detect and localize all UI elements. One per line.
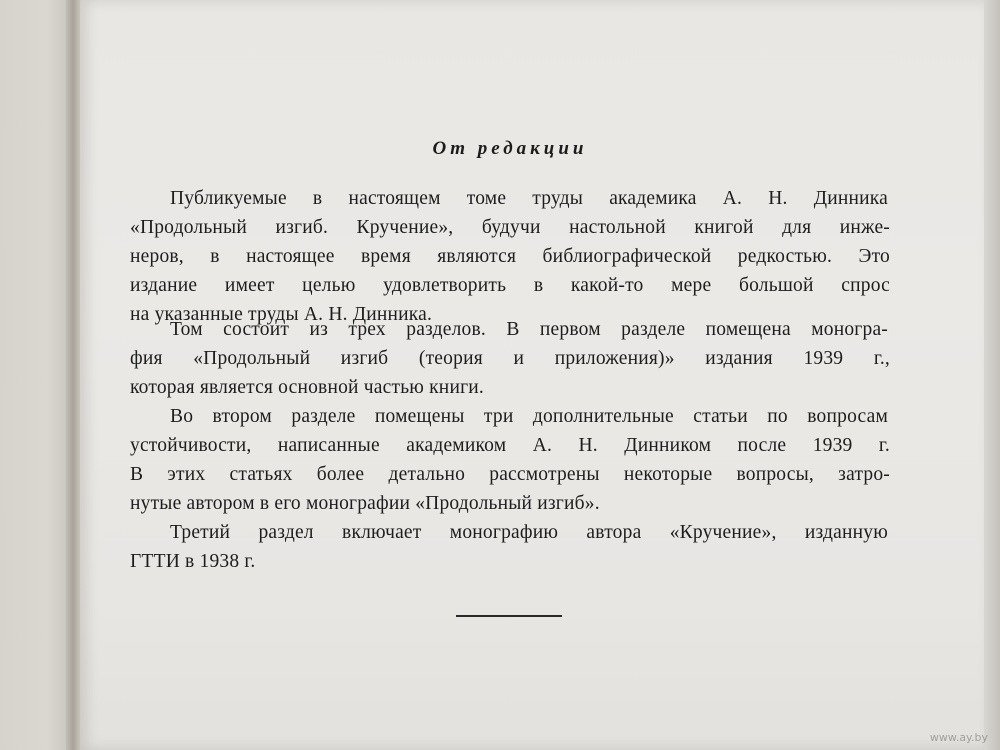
text-line: на указанные труды А. Н. Динника.	[130, 304, 433, 325]
book-page	[80, 0, 985, 750]
section-rule	[456, 615, 562, 617]
text-line: Третий раздел включает монографию автора «Кручение», изданную	[170, 522, 888, 543]
text-line: издание имеет целью удовлетворить в какой-то мере большой спрос	[130, 275, 890, 296]
text-line: неров, в настоящее время являются библиографической редкостью. Это	[130, 246, 890, 267]
watermark: www.ay.by	[929, 731, 988, 744]
page-right-edge	[984, 0, 1000, 750]
text-line: «Продольный изгиб. Кручение», будучи настольной книгой для инже-	[130, 217, 890, 238]
text-line: Во втором разделе помещены три дополнительные статьи по вопросам	[170, 406, 888, 427]
text-line: фия «Продольный изгиб (теория и приложения)» издания 1939 г.,	[130, 348, 890, 369]
text-line: Том состоит из трех разделов. В первом разделе помещена моногра-	[170, 319, 888, 340]
text-line: которая является основной частью книги.	[130, 377, 484, 398]
text-line: Публикуемые в настоящем томе труды академика А. Н. Динника	[170, 188, 888, 209]
page-heading: От редакции	[432, 138, 588, 159]
text-line: устойчивости, написанные академиком А. Н. Динником после 1939 г.	[130, 435, 890, 456]
text-line: ГТТИ в 1938 г.	[130, 551, 256, 572]
text-line: В этих статьях более детально рассмотрены некоторые вопросы, затро-	[130, 464, 890, 485]
text-line: нутые автором в его монографии «Продольный изгиб».	[130, 493, 600, 514]
